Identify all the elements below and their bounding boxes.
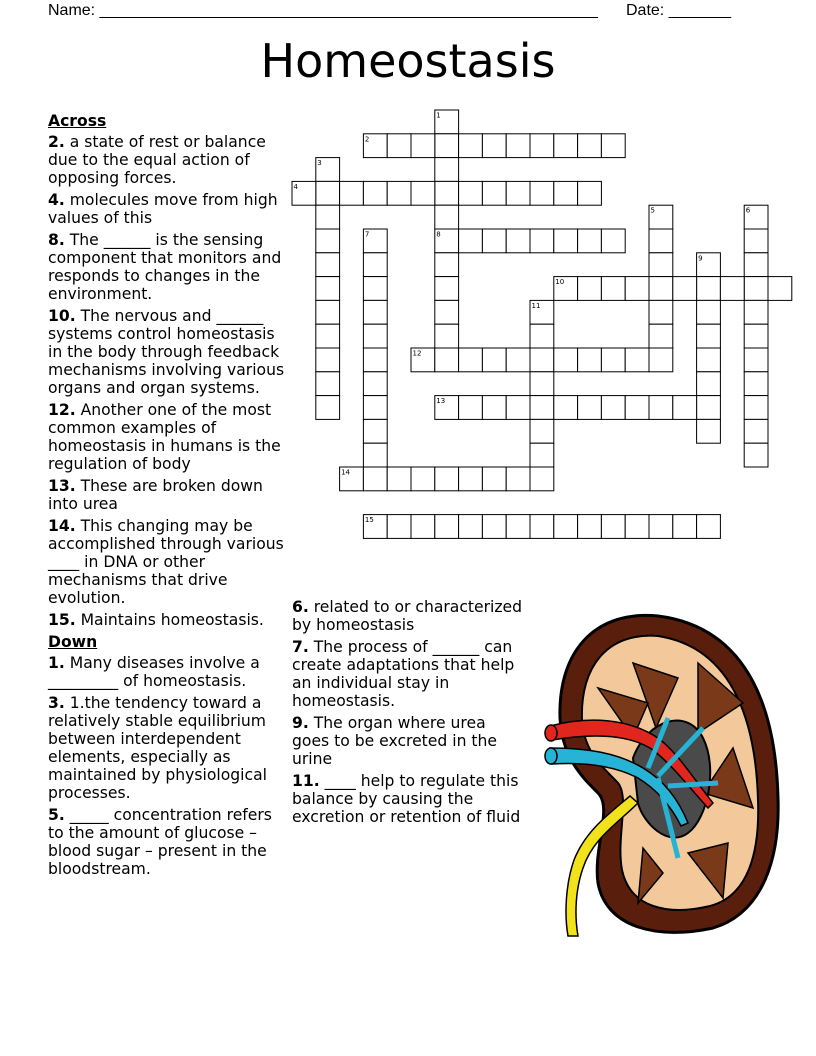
- clue-text: _____ concentration refers to the amount of glucose – blood sugar – present in the bloodstream.: [48, 806, 272, 878]
- grid-cell[interactable]: [506, 515, 530, 539]
- grid-cell[interactable]: [387, 134, 411, 158]
- vessel-opening-lower: [545, 748, 557, 764]
- grid-cell[interactable]: [697, 277, 721, 301]
- grid-cell[interactable]: [363, 324, 387, 348]
- grid-cell[interactable]: [363, 181, 387, 205]
- grid-cell[interactable]: [316, 300, 340, 324]
- grid-cell[interactable]: [744, 443, 768, 467]
- grid-cell[interactable]: [482, 229, 506, 253]
- down-clue: [48, 654, 286, 690]
- clue-text: These are broken down into urea: [48, 477, 263, 513]
- down-clue: [48, 806, 286, 878]
- clue-number: 1.: [48, 654, 65, 672]
- across-clue: [48, 611, 286, 629]
- grid-cell[interactable]: [697, 515, 721, 539]
- clue-text: Another one of the most common examples of homeostasis in humans is the regulation of body: [48, 401, 281, 473]
- grid-cell[interactable]: [459, 467, 483, 491]
- grid-cell[interactable]: [578, 181, 602, 205]
- name-field-label: Name: ________________________________________________________: [48, 2, 598, 19]
- grid-clue-number: 11: [531, 301, 541, 310]
- grid-cell[interactable]: [601, 277, 625, 301]
- grid-cell[interactable]: [435, 158, 459, 182]
- grid-cell[interactable]: [435, 300, 459, 324]
- date-field-label: Date: _______: [626, 2, 731, 19]
- grid-cell[interactable]: [316, 229, 340, 253]
- grid-cell[interactable]: [744, 396, 768, 420]
- grid-cell[interactable]: [506, 229, 530, 253]
- clue-text: The organ where urea goes to be excreted in the urine: [292, 714, 498, 768]
- clue-text: The ______ is the sensing component that monitors and responds to changes in the environment.: [48, 231, 282, 303]
- clue-text: The nervous and ______ systems control homeostasis in the body through feedback mechanisms involving various organs and organ systems.: [48, 307, 285, 397]
- grid-cell[interactable]: [316, 205, 340, 229]
- clue-text: molecules move from high values of this: [48, 191, 278, 227]
- grid-cell[interactable]: [363, 396, 387, 420]
- grid-cell[interactable]: [530, 467, 554, 491]
- clue-number: 11.: [292, 772, 320, 790]
- down-clue: [292, 714, 524, 768]
- grid-cell[interactable]: [530, 181, 554, 205]
- grid-cell[interactable]: [578, 348, 602, 372]
- grid-cell[interactable]: [697, 300, 721, 324]
- grid-cell[interactable]: [411, 181, 435, 205]
- grid-cell[interactable]: [530, 134, 554, 158]
- grid-cell[interactable]: [649, 515, 673, 539]
- grid-cell[interactable]: [768, 277, 792, 301]
- grid-cell[interactable]: [316, 348, 340, 372]
- clue-number: 13.: [48, 477, 76, 495]
- grid-cell[interactable]: [435, 348, 459, 372]
- kidney-illustration: [538, 608, 783, 943]
- grid-cell[interactable]: [530, 348, 554, 372]
- grid-clue-number: 8: [436, 230, 441, 239]
- grid-cell[interactable]: [744, 324, 768, 348]
- clue-text: ____ help to regulate this balance by causing the excretion or retention of fluid: [292, 772, 521, 826]
- grid-cell[interactable]: [744, 253, 768, 277]
- grid-cell[interactable]: [363, 443, 387, 467]
- grid-clue-number: 13: [436, 397, 446, 406]
- clue-text: a state of rest or balance due to the equal action of opposing forces.: [48, 133, 266, 187]
- vessel-opening-upper: [545, 725, 557, 741]
- grid-clue-number: 10: [555, 278, 565, 287]
- clue-text: This changing may be accomplished through various ____ in DNA or other mechanisms that drive evolution.: [48, 517, 284, 607]
- grid-cell[interactable]: [435, 134, 459, 158]
- grid-cell[interactable]: [530, 372, 554, 396]
- clue-text: related to or characterized by homeostasis: [292, 598, 523, 634]
- grid-cell[interactable]: [482, 348, 506, 372]
- grid-cell[interactable]: [601, 134, 625, 158]
- grid-cell[interactable]: [578, 229, 602, 253]
- grid-cell[interactable]: [649, 348, 673, 372]
- grid-cell[interactable]: [363, 467, 387, 491]
- grid-cell[interactable]: [673, 277, 697, 301]
- grid-cell[interactable]: [744, 300, 768, 324]
- clue-number: 10.: [48, 307, 76, 325]
- grid-cell[interactable]: [435, 253, 459, 277]
- grid-cell[interactable]: [744, 419, 768, 443]
- down-clue: [292, 772, 524, 826]
- grid-cell[interactable]: [482, 134, 506, 158]
- grid-cell[interactable]: [625, 277, 649, 301]
- clue-number: 14.: [48, 517, 76, 535]
- grid-cell[interactable]: [649, 229, 673, 253]
- grid-cell[interactable]: [387, 515, 411, 539]
- grid-cell[interactable]: [697, 396, 721, 420]
- grid-cell[interactable]: [625, 515, 649, 539]
- grid-cell[interactable]: [506, 396, 530, 420]
- grid-cell[interactable]: [530, 419, 554, 443]
- down-heading: Down: [48, 633, 98, 651]
- grid-cell[interactable]: [435, 181, 459, 205]
- grid-cell[interactable]: [459, 229, 483, 253]
- grid-clue-number: 6: [745, 206, 751, 215]
- clue-number: 15.: [48, 611, 76, 629]
- grid-cell[interactable]: [316, 372, 340, 396]
- clue-text: Many diseases involve a _________ of homeostasis.: [48, 654, 260, 690]
- grid-cell[interactable]: [578, 277, 602, 301]
- grid-cell[interactable]: [435, 205, 459, 229]
- page-title: Homeostasis: [260, 34, 556, 88]
- grid-cell[interactable]: [578, 396, 602, 420]
- grid-cell[interactable]: [411, 515, 435, 539]
- grid-cell[interactable]: [482, 181, 506, 205]
- grid-cell[interactable]: [435, 324, 459, 348]
- grid-cell[interactable]: [530, 229, 554, 253]
- grid-cell[interactable]: [340, 181, 364, 205]
- grid-cell[interactable]: [554, 181, 578, 205]
- grid-clue-number: 7: [364, 230, 370, 239]
- grid-cell[interactable]: [506, 467, 530, 491]
- grid-cell[interactable]: [411, 134, 435, 158]
- grid-cell[interactable]: [554, 229, 578, 253]
- grid-cell[interactable]: [387, 181, 411, 205]
- clue-number: 8.: [48, 231, 65, 249]
- clue-text: The process of ______ can create adaptations that help an individual stay in homeostasis.: [292, 638, 515, 710]
- grid-cell[interactable]: [411, 467, 435, 491]
- grid-cell[interactable]: [506, 181, 530, 205]
- grid-clue-number: 15: [364, 516, 374, 525]
- clue-number: 6.: [292, 598, 309, 616]
- grid-clue-number: 4: [293, 182, 298, 191]
- down-clue: [292, 638, 524, 710]
- grid-cell[interactable]: [506, 348, 530, 372]
- down-clue-list-continued: [292, 598, 524, 826]
- grid-clue-number: 12: [412, 349, 422, 358]
- grid-cell[interactable]: [530, 443, 554, 467]
- grid-cell[interactable]: [435, 277, 459, 301]
- grid-cell[interactable]: [316, 253, 340, 277]
- grid-cell[interactable]: [530, 396, 554, 420]
- clue-number: 5.: [48, 806, 65, 824]
- grid-cell[interactable]: [506, 134, 530, 158]
- grid-cell[interactable]: [363, 419, 387, 443]
- grid-cell[interactable]: [459, 396, 483, 420]
- grid-cell[interactable]: [316, 277, 340, 301]
- grid-cell[interactable]: [720, 277, 744, 301]
- grid-cell[interactable]: [744, 348, 768, 372]
- grid-cell[interactable]: [673, 396, 697, 420]
- grid-cell[interactable]: [554, 134, 578, 158]
- grid-cell[interactable]: [459, 181, 483, 205]
- grid-cell[interactable]: [530, 515, 554, 539]
- clue-number: 12.: [48, 401, 76, 419]
- grid-clue-number: 9: [698, 254, 703, 263]
- grid-clue-number: 5: [650, 206, 655, 215]
- grid-cell[interactable]: [697, 419, 721, 443]
- clue-text: Maintains homeostasis.: [75, 611, 264, 629]
- clue-number: 3.: [48, 694, 65, 712]
- grid-cell[interactable]: [482, 467, 506, 491]
- grid-cell[interactable]: [435, 467, 459, 491]
- grid-cell[interactable]: [697, 348, 721, 372]
- clue-column-middle: [292, 598, 524, 830]
- clue-number: 4.: [48, 191, 65, 209]
- grid-cell[interactable]: [744, 372, 768, 396]
- clue-number: 7.: [292, 638, 309, 656]
- grid-clue-number: 1: [436, 111, 441, 120]
- grid-cell[interactable]: [316, 324, 340, 348]
- clue-text: 1.the tendency toward a relatively stable equilibrium between interdependent elements, especially as maintained by physiological processes.: [48, 694, 267, 802]
- grid-cell[interactable]: [578, 134, 602, 158]
- down-clue: [292, 598, 524, 634]
- grid-cell[interactable]: [601, 396, 625, 420]
- grid-cell[interactable]: [554, 396, 578, 420]
- across-heading: Across: [48, 112, 107, 130]
- down-clue-list: [48, 654, 286, 878]
- grid-cell[interactable]: [649, 324, 673, 348]
- grid-clue-number: 14: [341, 468, 351, 477]
- grid-cell[interactable]: [697, 324, 721, 348]
- grid-cell[interactable]: [673, 515, 697, 539]
- grid-cell[interactable]: [744, 277, 768, 301]
- grid-cell[interactable]: [316, 396, 340, 420]
- grid-cell[interactable]: [625, 396, 649, 420]
- grid-cell[interactable]: [363, 300, 387, 324]
- grid-cell[interactable]: [387, 467, 411, 491]
- grid-cell[interactable]: [459, 515, 483, 539]
- grid-cell[interactable]: [554, 348, 578, 372]
- grid-cell[interactable]: [649, 253, 673, 277]
- down-clue: [48, 694, 286, 802]
- grid-cell[interactable]: [601, 348, 625, 372]
- grid-cell[interactable]: [316, 181, 340, 205]
- grid-cell[interactable]: [601, 515, 625, 539]
- grid-cell[interactable]: [578, 515, 602, 539]
- grid-clue-number: 2: [364, 135, 370, 144]
- grid-cell[interactable]: [482, 396, 506, 420]
- clue-number: 9.: [292, 714, 309, 732]
- grid-cell[interactable]: [363, 372, 387, 396]
- clue-number: 2.: [48, 133, 65, 151]
- grid-cell[interactable]: [697, 372, 721, 396]
- grid-cell[interactable]: [649, 300, 673, 324]
- grid-cell[interactable]: [435, 515, 459, 539]
- grid-cell[interactable]: [363, 348, 387, 372]
- grid-cell[interactable]: [482, 515, 506, 539]
- grid-cell[interactable]: [649, 277, 673, 301]
- grid-clue-number: 3: [317, 159, 322, 168]
- grid-cell[interactable]: [625, 348, 649, 372]
- grid-cell[interactable]: [649, 396, 673, 420]
- grid-cell[interactable]: [554, 515, 578, 539]
- grid-cell[interactable]: [363, 277, 387, 301]
- grid-cell[interactable]: [744, 229, 768, 253]
- grid-cell[interactable]: [363, 253, 387, 277]
- grid-cell[interactable]: [601, 229, 625, 253]
- grid-cell[interactable]: [530, 324, 554, 348]
- grid-cell[interactable]: [459, 134, 483, 158]
- grid-cell[interactable]: [459, 348, 483, 372]
